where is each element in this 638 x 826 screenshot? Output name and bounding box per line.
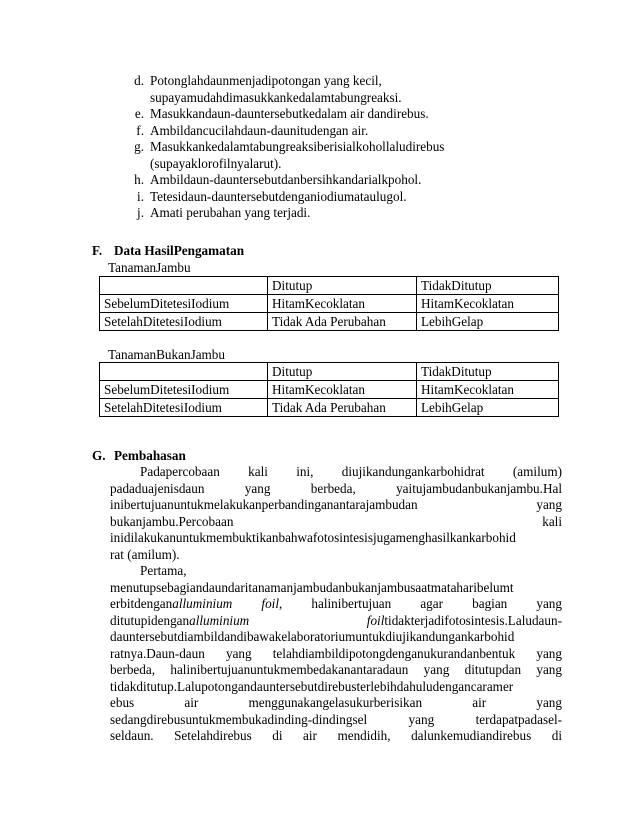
paragraph-line: Pertama,	[140, 563, 187, 578]
table-label-jambu: TanamanJambu	[108, 260, 191, 275]
paragraph-line: inibertujuanuntukmelakukanperbandinganantarajambudan yang	[110, 497, 562, 512]
table-cell	[100, 363, 268, 381]
table-cell: HitamKecoklatan	[417, 295, 559, 313]
table-cell: Ditutup	[268, 363, 417, 381]
table-cell: HitamKecoklatan	[268, 381, 417, 399]
table-cell: HitamKecoklatan	[268, 295, 417, 313]
table-row	[100, 399, 559, 417]
paragraph-line: tidakditutup.Lalupotongandauntersebutdirebusterlebihdahuludengancaramer	[110, 678, 514, 694]
paragraph-line: sedangdirebusuntukmembukadinding-dindingsel yang terdapatpadasel-	[110, 711, 562, 727]
paragraph-line: erbitdenganalluminium foil, halinibertujuan agar bagian yang	[110, 596, 562, 611]
table-cell: SetelahDitetesiIodium	[100, 313, 268, 331]
procedure-steps-list	[128, 73, 568, 222]
paragraph-line: menutupsebagiandaundaritanamanjambudanbukanjambusaatmataharibelumt	[110, 579, 514, 595]
paragraph-line: inidilakukanuntukmembuktikanbahwafotosintesisjugamenghasilkankarbohid	[110, 530, 516, 545]
step-item: e. Masukkandaun-dauntersebutkedalam air dandirebus.	[134, 106, 429, 121]
paragraph-line: seldaun. Setelahdirebus di air mendidih, dalunkemudiandirebus di	[110, 728, 562, 743]
table-cell: TidakDitutup	[417, 277, 559, 295]
discussion-paragraph-2	[110, 563, 562, 745]
paragraph-line: ratnya.Daun-daun yang telahdiambildipotongdenganukurandanbentuk yang	[110, 645, 562, 661]
step-item: i. Tetesidaun-dauntersebutdenganiodiumataulugol.	[137, 188, 407, 204]
table-header-row	[100, 363, 559, 381]
table-header-row	[100, 277, 559, 295]
table-cell: LebihGelap	[417, 313, 559, 331]
table-row	[100, 313, 559, 331]
paragraph-line: dauntersebutdiambildandibawakelaboratoriumuntukdiujikandungankarbohid	[110, 629, 515, 644]
table-cell: Tidak Ada Perubahan	[268, 313, 417, 331]
paragraph-line: Padapercobaan kali ini, diujikandungankarbohidrat (amilum)	[140, 464, 562, 479]
table-cell: TidakDitutup	[417, 363, 559, 381]
observation-table-jambu	[99, 276, 559, 331]
step-item: d. Potonglahdaunmenjadipotongan yang kecil, supayamudahdimasukkankedalamtabungreaksi.	[134, 73, 402, 105]
discussion-paragraph-1	[110, 464, 562, 563]
step-item: h. Ambildaun-dauntersebutdanbersihkandarialkpohol.	[134, 172, 422, 187]
table-row	[100, 295, 559, 313]
section-f-heading: F. Data HasilPengamatan	[92, 243, 245, 258]
paragraph-line: berbeda, halinibertujuanuntukmembedakanantaradaun yang ditutupdan yang	[110, 662, 562, 677]
observation-table-bukan-jambu	[99, 362, 559, 417]
paragraph-line: ebus air menggunakangelasukurberisikan air yang	[110, 695, 562, 710]
table-row	[100, 381, 559, 399]
table-cell: Tidak Ada Perubahan	[268, 399, 417, 417]
table-label-bukan-jambu: TanamanBukanJambu	[108, 347, 225, 362]
table-cell: SebelumDitetesiIodium	[100, 295, 268, 313]
paragraph-line: bukanjambu.Percobaan kali	[110, 513, 562, 529]
table-cell: Ditutup	[268, 277, 417, 295]
step-item: f. Ambildancucilahdaun-daunitudengan air.	[136, 122, 369, 138]
step-item: g. Masukkankedalamtabungreaksiberisialkohollaludirebus (supayaklorofilnyalarut).	[134, 139, 445, 171]
paragraph-line: ditutupidenganalluminium foiltidakterjadifotosintesis.Laludaun-	[110, 612, 562, 628]
section-g-heading: G. Pembahasan	[92, 448, 186, 463]
table-cell	[100, 277, 268, 295]
table-cell: HitamKecoklatan	[417, 381, 559, 399]
table-cell: SetelahDitetesiIodium	[100, 399, 268, 417]
table-cell: SebelumDitetesiIodium	[100, 381, 268, 399]
table-cell: LebihGelap	[417, 399, 559, 417]
step-item: j. Amati perubahan yang terjadi.	[137, 205, 311, 220]
paragraph-line: rat (amilum).	[110, 546, 180, 562]
paragraph-line: padaduajenisdaun yang berbeda, yaitujambudanbukanjambu.Hal	[110, 480, 562, 496]
